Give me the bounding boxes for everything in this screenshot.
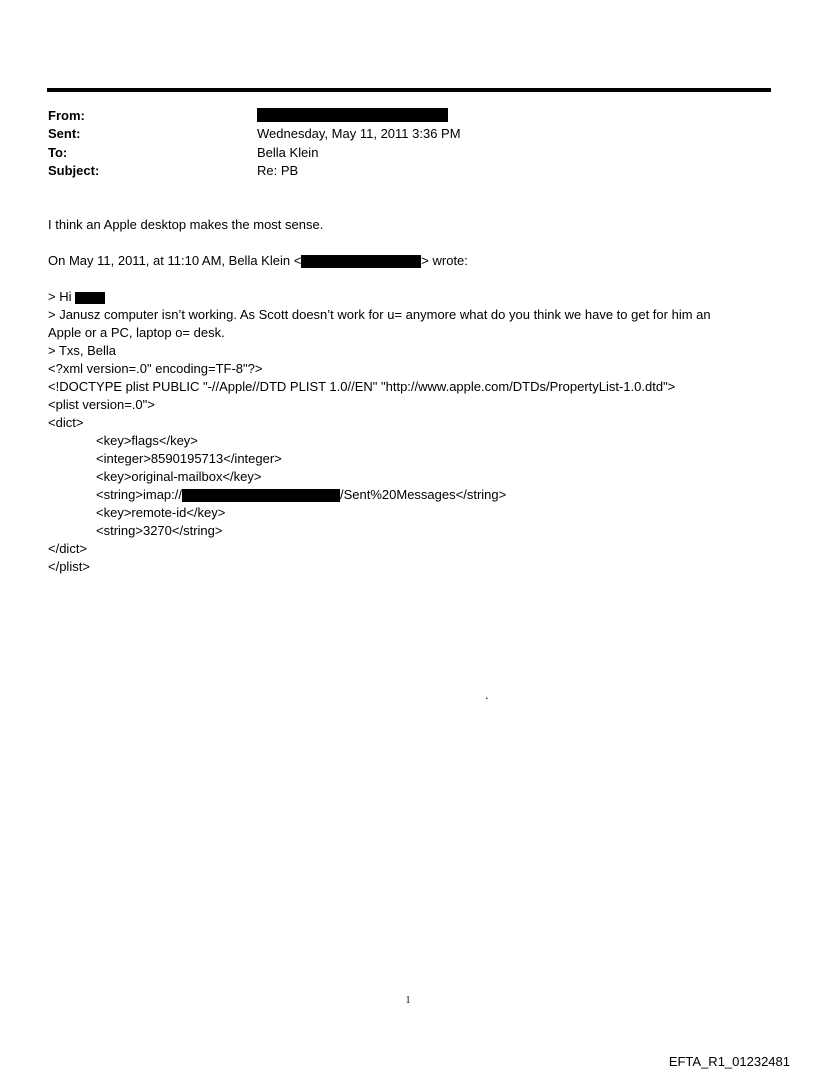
- string-imap-before: <string>imap://: [96, 487, 182, 502]
- plist-open: <plist version=.0">: [48, 397, 155, 412]
- stray-mark: .: [485, 687, 489, 702]
- sent-label: Sent:: [48, 126, 81, 141]
- to-label: To:: [48, 145, 68, 160]
- key-flags: <key>flags</key>: [96, 433, 198, 448]
- quote-line-2: Apple or a PC, laptop o= desk.: [48, 325, 225, 340]
- header-rule: [47, 88, 771, 92]
- key-remote-id: <key>remote-id</key>: [96, 505, 226, 520]
- string-imap: [96, 487, 506, 503]
- quote-hi: > Hi: [48, 289, 76, 304]
- string-remote-id: <string>3270</string>: [96, 523, 223, 538]
- from-label: From:: [48, 108, 85, 123]
- redaction-box: [182, 489, 340, 502]
- integer-flags: <integer>8590195713</integer>: [96, 451, 282, 466]
- quote-intro-after: > wrote:: [421, 253, 468, 268]
- plist-close: </plist>: [48, 559, 90, 574]
- sent-value: Wednesday, May 11, 2011 3:36 PM: [257, 126, 461, 141]
- from-value: [257, 106, 448, 122]
- subject-value: Re: PB: [257, 163, 299, 178]
- page-number: 1: [405, 995, 411, 1006]
- subject-label: Subject:: [48, 163, 100, 178]
- quote-signature: > Txs, Bella: [48, 343, 117, 358]
- bates-number: EFTA_R1_01232481: [668, 1054, 790, 1069]
- dict-open: <dict>: [48, 415, 84, 430]
- quote-greeting: [48, 289, 105, 305]
- reply-text: I think an Apple desktop makes the most sense.: [48, 217, 324, 232]
- quote-intro-before: On May 11, 2011, at 11:10 AM, Bella Klein <: [48, 253, 302, 268]
- quote-line-1: > Janusz computer isn’t working. As Scott doesn’t work for u= anymore what do you think we have to get for him an: [48, 307, 711, 322]
- to-value: Bella Klein: [257, 145, 319, 160]
- string-imap-after: /Sent%20Messages</string>: [340, 487, 507, 502]
- redaction-box: [301, 255, 421, 268]
- dict-close: </dict>: [48, 541, 88, 556]
- quote-intro: [48, 253, 468, 269]
- redaction-box: [75, 292, 105, 304]
- key-original-mailbox: <key>original-mailbox</key>: [96, 469, 262, 484]
- xml-declaration: <?xml version=.0" encoding=TF-8"?>: [48, 361, 263, 376]
- redaction-box: [257, 108, 448, 122]
- doctype-line: <!DOCTYPE plist PUBLIC "-//Apple//DTD PLIST 1.0//EN" "http://www.apple.com/DTDs/PropertyList-1.0.dtd">: [48, 379, 676, 394]
